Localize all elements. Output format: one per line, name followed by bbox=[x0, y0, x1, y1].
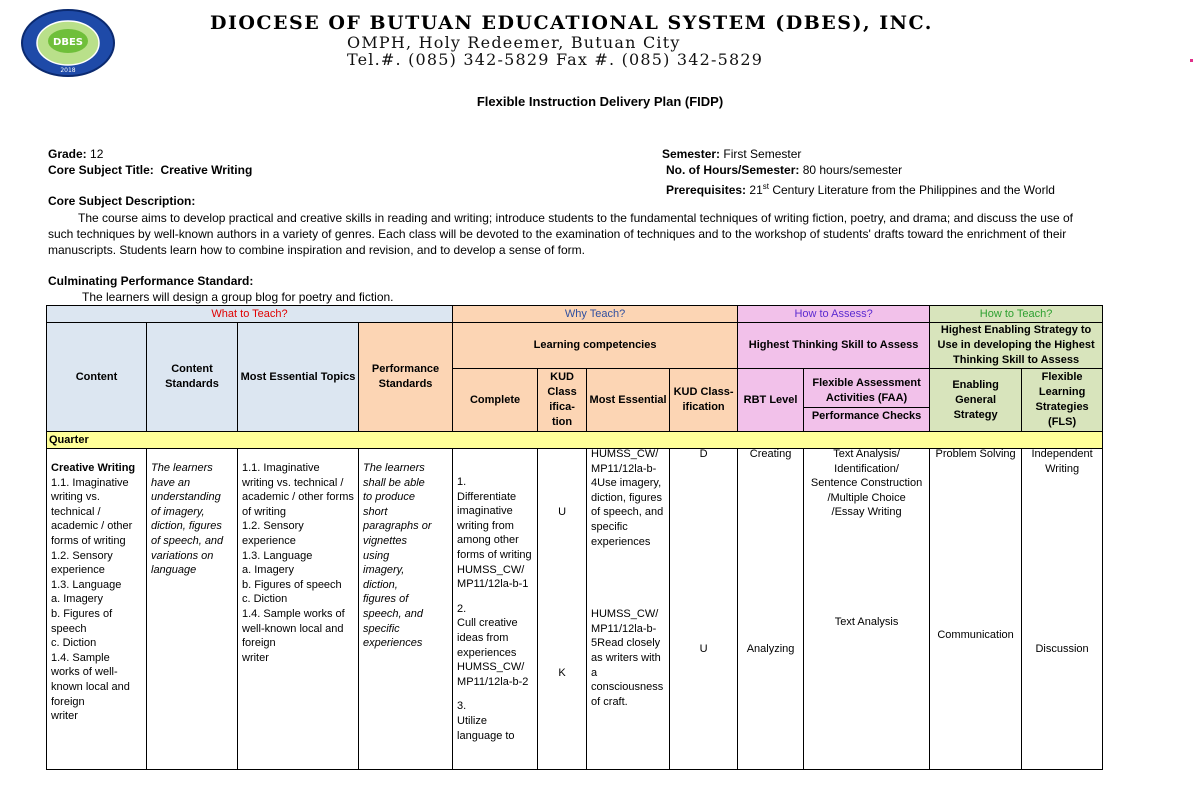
school-seal-logo bbox=[20, 8, 116, 78]
competency-line: Cull creative bbox=[457, 617, 518, 630]
essential-line: consciousness bbox=[591, 681, 664, 694]
performance-line: short bbox=[363, 505, 388, 518]
kud-classification-header-2: KUD Class- ification bbox=[670, 369, 738, 432]
subject-field: Core Subject Title: Creative Writing bbox=[48, 163, 253, 177]
assessment-line: Identification/ bbox=[834, 462, 899, 475]
essential-line: as writers with bbox=[591, 651, 661, 664]
content-line: works of well- bbox=[51, 666, 118, 679]
fls-header: Flexible Learning Strategies (FLS) bbox=[1022, 369, 1103, 432]
content-line: a. Imagery bbox=[51, 593, 103, 606]
essential-line: a bbox=[591, 666, 598, 679]
content-line: 1.4. Sample bbox=[51, 651, 110, 664]
performance-line: imagery, bbox=[363, 564, 405, 577]
competency-line: among other bbox=[457, 534, 519, 547]
kud-classification-header: KUD Class ifica- tion bbox=[538, 369, 587, 432]
fls-cell: Independent Writing Discussion bbox=[1022, 449, 1103, 770]
content-standard-line: variations on bbox=[151, 549, 214, 562]
performance-line: speech, and bbox=[363, 607, 423, 620]
topic-line: 1.4. Sample works of bbox=[242, 607, 345, 620]
faa-header: Flexible Assessment Activities (FAA) Performance Checks bbox=[804, 369, 930, 432]
competency-line: MP11/12la-b-2 bbox=[457, 675, 529, 688]
culminating-text: The learners will design a group blog for poetry and fiction. bbox=[82, 290, 394, 304]
quarter-row: Quarter bbox=[47, 432, 1103, 449]
essential-line: HUMSS_CW/ bbox=[591, 608, 659, 621]
why-teach-header: Why Teach? bbox=[453, 306, 738, 323]
performance-standards-header: Performance Standards bbox=[359, 323, 453, 432]
org-phones: Tel.#. (085) 342-5829 Fax #. (085) 342-5829 bbox=[347, 50, 764, 69]
topics-cell bbox=[238, 449, 359, 770]
org-address: OMPH, Holy Redeemer, Butuan City bbox=[347, 33, 681, 52]
strategy-line: Writing bbox=[1045, 462, 1080, 475]
topics-header: Most Essential Topics bbox=[238, 323, 359, 432]
essential-line: 5Read closely bbox=[591, 637, 661, 650]
thinking-skill-header: Highest Thinking Skill to Assess bbox=[738, 323, 930, 369]
competency-line: ideas from bbox=[457, 631, 509, 644]
content-line: writer bbox=[51, 710, 78, 723]
semester-field: Semester: First Semester bbox=[662, 147, 802, 161]
performance-line: The learners bbox=[363, 462, 425, 474]
document-title: Flexible Instruction Delivery Plan (FIDP) bbox=[476, 94, 724, 109]
topic-line: writing vs. technical / bbox=[242, 476, 344, 489]
content-line: foreign bbox=[51, 695, 85, 708]
topic-line: 1.2. Sensory bbox=[242, 520, 304, 533]
topic-line: writer bbox=[242, 651, 269, 664]
competency-line: 3. bbox=[457, 700, 467, 713]
performance-line: shall be able bbox=[363, 476, 425, 489]
topic-line: a. Imagery bbox=[242, 564, 294, 577]
competency-line: 1. bbox=[457, 476, 467, 488]
competency-line: language to bbox=[457, 729, 515, 742]
fidp-table bbox=[46, 305, 1103, 770]
description-heading: Core Subject Description: bbox=[48, 194, 196, 208]
what-to-teach-header: What to Teach? bbox=[47, 306, 453, 323]
content-line: 1.2. Sensory bbox=[51, 549, 113, 562]
svg-text:2018: 2018 bbox=[60, 67, 76, 74]
performance-line: figures of bbox=[363, 593, 409, 606]
grade-field: Grade: 12 bbox=[48, 147, 104, 161]
most-essential-header: Most Essential bbox=[587, 369, 670, 432]
complete-cell bbox=[453, 449, 538, 770]
how-to-assess-header: How to Assess? bbox=[738, 306, 930, 323]
content-standard-line: diction, figures bbox=[151, 520, 222, 533]
content-line: forms of writing bbox=[51, 534, 126, 547]
organization-header bbox=[210, 12, 1110, 68]
most-essential-cell bbox=[587, 449, 670, 770]
content-standard-line: have an bbox=[151, 476, 191, 489]
competency-line: experiences bbox=[457, 646, 517, 659]
competency-line: Differentiate bbox=[457, 490, 517, 503]
culminating-heading: Culminating Performance Standard: bbox=[48, 274, 254, 288]
topic-line: well-known local and bbox=[242, 622, 344, 635]
content-standard-line: of imagery, bbox=[151, 505, 205, 518]
content-line: c. Diction bbox=[51, 637, 97, 650]
performance-line: paragraphs or bbox=[363, 520, 432, 533]
content-standard-line: of speech, and bbox=[151, 534, 224, 547]
egs-cell: Problem Solving Communication bbox=[930, 449, 1022, 770]
description-text: The course aims to develop practical and creative skills in reading and writing; introduce students to the fundamental techniques of writing fiction, poetry, and drama; and discuss the use of such techniques by well-known authors in a variety of genres. Each class will be devoted to the examination of techniques and to the workshop of students' drafts toward the enrichment of their manuscripts. Students learn how to combine inspiration and revision, and to develop a sense of form. bbox=[48, 211, 1073, 257]
complete-header: Complete bbox=[453, 369, 538, 432]
essential-line: HUMSS_CW/ bbox=[591, 448, 659, 460]
content-standard-line: language bbox=[151, 564, 197, 577]
content-cell: Creative Writing 1.1. Imaginative writing vs. technical / academic / other forms of writing 1.2. Sensory experience 1.3. Language a. Imagery b. Figures of speech c. Diction 1.4. Sample works of well- known local and foreign writer bbox=[47, 449, 147, 770]
topic-line: 1.3. Language bbox=[242, 549, 313, 562]
essential-line: MP11/12la-b- bbox=[591, 462, 657, 475]
enabling-strategy-header: Highest Enabling Strategy to Use in developing the Highest Thinking Skill to Assess bbox=[930, 323, 1103, 369]
competency-line: writing from bbox=[457, 519, 514, 532]
how-to-teach-header: How to Teach? bbox=[930, 306, 1103, 323]
decorative-dot bbox=[1190, 59, 1193, 62]
rbt-level-header: RBT Level bbox=[738, 369, 804, 432]
content-line: academic / other bbox=[51, 520, 133, 533]
content-standards-header: Content Standards bbox=[147, 323, 238, 432]
rbt-cell: Creating Analyzing bbox=[738, 449, 804, 770]
topic-line: 1.1. Imaginative bbox=[242, 462, 320, 474]
content-standard-line: understanding bbox=[151, 491, 221, 504]
content-line: speech bbox=[51, 622, 87, 635]
competency-line: HUMSS_CW/ bbox=[457, 563, 525, 576]
content-line: b. Figures of bbox=[51, 607, 113, 620]
strategy-line: Independent bbox=[1031, 448, 1093, 460]
essential-line: of speech, and bbox=[591, 506, 664, 519]
essential-line: of craft. bbox=[591, 695, 628, 708]
topic-line: c. Diction bbox=[242, 593, 288, 606]
assessment-line: Sentence Construction bbox=[810, 477, 923, 490]
essential-line: 4Use imagery, bbox=[591, 477, 662, 490]
content-line: 1.3. Language bbox=[51, 578, 122, 591]
competency-line: imaginative bbox=[457, 505, 513, 518]
content-line: 1.1. Imaginative bbox=[51, 476, 129, 489]
topic-line: b. Figures of speech bbox=[242, 578, 342, 591]
competency-line: Utilize bbox=[457, 714, 487, 727]
topic-line: of writing bbox=[242, 505, 287, 518]
competency-line: forms of writing bbox=[457, 548, 532, 561]
topic-line: foreign bbox=[242, 637, 276, 650]
content-header: Content bbox=[47, 323, 147, 432]
learning-competencies-header: Learning competencies bbox=[453, 323, 738, 369]
competency-line: 2. bbox=[457, 602, 467, 615]
assessment-line: Text Analysis/ bbox=[833, 448, 900, 460]
content-standard-line: The learners bbox=[151, 462, 213, 474]
competency-line: MP11/12la-b-1 bbox=[457, 578, 529, 591]
content-line: experience bbox=[51, 564, 105, 577]
svg-text:DBES: DBES bbox=[53, 37, 83, 48]
kud1-cell: U K bbox=[538, 449, 587, 770]
assessment-line: /Essay Writing bbox=[831, 506, 902, 519]
content-standards-cell bbox=[147, 449, 238, 770]
competency-line: HUMSS_CW/ bbox=[457, 661, 525, 674]
content-line: known local and bbox=[51, 680, 130, 693]
essential-line: MP11/12la-b- bbox=[591, 622, 657, 635]
essential-line: diction, figures bbox=[591, 491, 662, 504]
content-line: technical / bbox=[51, 505, 101, 518]
enabling-general-strategy-header: Enabling General Strategy bbox=[930, 369, 1022, 432]
assessment-line: /Multiple Choice bbox=[827, 491, 906, 504]
performance-cell bbox=[359, 449, 453, 770]
essential-line: experiences bbox=[591, 535, 651, 548]
performance-line: to produce bbox=[363, 491, 415, 504]
performance-line: specific bbox=[363, 622, 400, 635]
topic-line: experience bbox=[242, 534, 296, 547]
content-line: writing vs. bbox=[51, 491, 100, 504]
hours-field: No. of Hours/Semester: 80 hours/semester bbox=[666, 163, 903, 177]
kud2-cell: D U bbox=[670, 449, 738, 770]
performance-line: experiences bbox=[363, 637, 423, 650]
essential-line: specific bbox=[591, 520, 628, 533]
prerequisites-field: Prerequisites: 21st Century Literature from the Philippines and the World bbox=[666, 182, 1055, 197]
faa-cell: Text Analysis/ Identification/ Sentence Construction /Multiple Choice /Essay Writing Text Analysis bbox=[804, 449, 930, 770]
performance-line: diction, bbox=[363, 578, 398, 591]
performance-line: vignettes bbox=[363, 534, 408, 547]
org-name: DIOCESE OF BUTUAN EDUCATIONAL SYSTEM (DBES), INC. bbox=[210, 12, 933, 34]
performance-line: using bbox=[363, 549, 390, 562]
topic-line: academic / other forms bbox=[242, 491, 354, 504]
